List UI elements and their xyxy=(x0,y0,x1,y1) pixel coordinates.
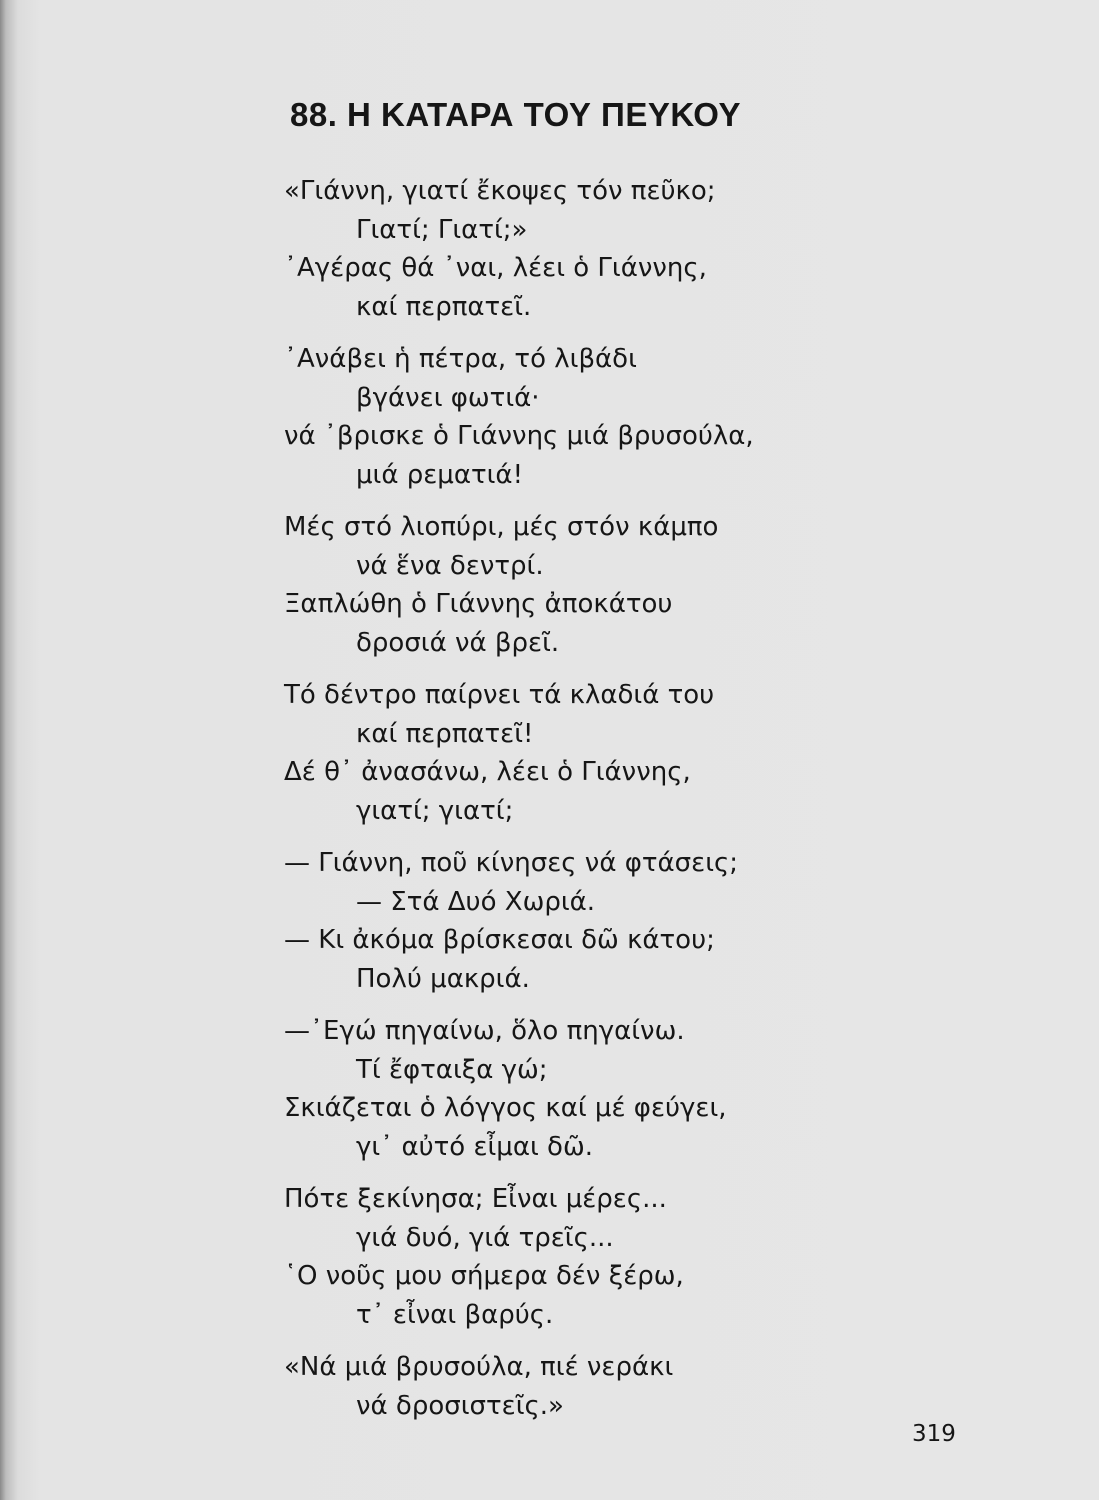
poem-line: «Νά μιά βρυσούλα, πιέ νεράκι xyxy=(284,1352,674,1382)
stanza xyxy=(284,172,1004,326)
poem-line: —᾿Εγώ πηγαίνω, ὅλο πηγαίνω. xyxy=(284,1016,685,1046)
stanza xyxy=(284,1348,1004,1425)
poem-line: νά ἕνα δεντρί. xyxy=(356,550,544,581)
poem-line: Δέ θ᾿ ἀνασάνω, λέει ὁ Γιάννης, xyxy=(284,757,691,787)
poem-line: Μές στό λιοπύρι, μές στόν κάμπο xyxy=(284,512,719,542)
poem-line: ᾿Ανάβει ἡ πέτρα, τό λιβάδι xyxy=(284,344,637,374)
poem-line: γιατί; γιατί; xyxy=(356,795,514,826)
poem-line: γιά δυό, γιά τρεῖς... xyxy=(356,1222,614,1253)
poem-line: «Γιάννη, γιατί ἔκοψες τόν πεῦκο; xyxy=(284,176,716,206)
poem-line: καί περπατεῖ. xyxy=(356,291,532,322)
poem-line: Τό δέντρο παίρνει τά κλαδιά του xyxy=(284,680,715,710)
poem-line: γι᾿ αὐτό εἶμαι δῶ. xyxy=(356,1131,593,1162)
poem-line: — Κι ἀκόμα βρίσκεσαι δῶ κάτου; xyxy=(284,925,715,955)
poem-line: ᾿Αγέρας θά ᾿ναι, λέει ὁ Γιάννης, xyxy=(284,253,707,283)
poem-line: Πότε ξεκίνησα; Εἶναι μέρες... xyxy=(284,1184,667,1214)
poem-line: μιά ρεματιά! xyxy=(356,459,523,490)
stanza xyxy=(284,340,1004,494)
poem-line: ῾Ο νοῦς μου σήμερα δέν ξέρω, xyxy=(284,1261,684,1291)
poem-line: Γιατί; Γιατί;» xyxy=(356,214,528,245)
page-number: 319 xyxy=(912,1421,956,1447)
stanza xyxy=(284,844,1004,998)
stanza xyxy=(284,1180,1004,1334)
poem-line: νά ᾿βρισκε ὁ Γιάννης μιά βρυσούλα, xyxy=(284,421,754,451)
poem-line: Τί ἔφταιξα γώ; xyxy=(356,1054,548,1085)
poem-line: — Στά Δυό Χωριά. xyxy=(356,886,596,917)
stanza xyxy=(284,1012,1004,1166)
poem-body xyxy=(284,172,1004,1425)
poem-line: — Γιάννη, ποῦ κίνησες νά φτάσεις; xyxy=(284,848,739,878)
stanza xyxy=(284,676,1004,830)
poem-line: νά δροσιστεῖς.» xyxy=(356,1390,564,1421)
poem-line: καί περπατεῖ! xyxy=(356,718,534,749)
stanza xyxy=(284,508,1004,662)
poem-line: Σκιάζεται ὁ λόγγος καί μέ φεύγει, xyxy=(284,1093,727,1123)
poem-line: δροσιά νά βρεῖ. xyxy=(356,627,560,658)
poem-line: τ᾿ εἶναι βαρύς. xyxy=(356,1299,554,1330)
poem-line: Πολύ μακριά. xyxy=(356,963,530,994)
poem-title: 88. Η ΚΑΤΑΡΑ ΤΟΥ ΠΕΥΚΟΥ xyxy=(290,96,741,133)
poem-line: Ξαπλώθη ὁ Γιάννης ἀποκάτου xyxy=(284,589,673,619)
poem-line: βγάνει φωτιά· xyxy=(356,382,540,413)
